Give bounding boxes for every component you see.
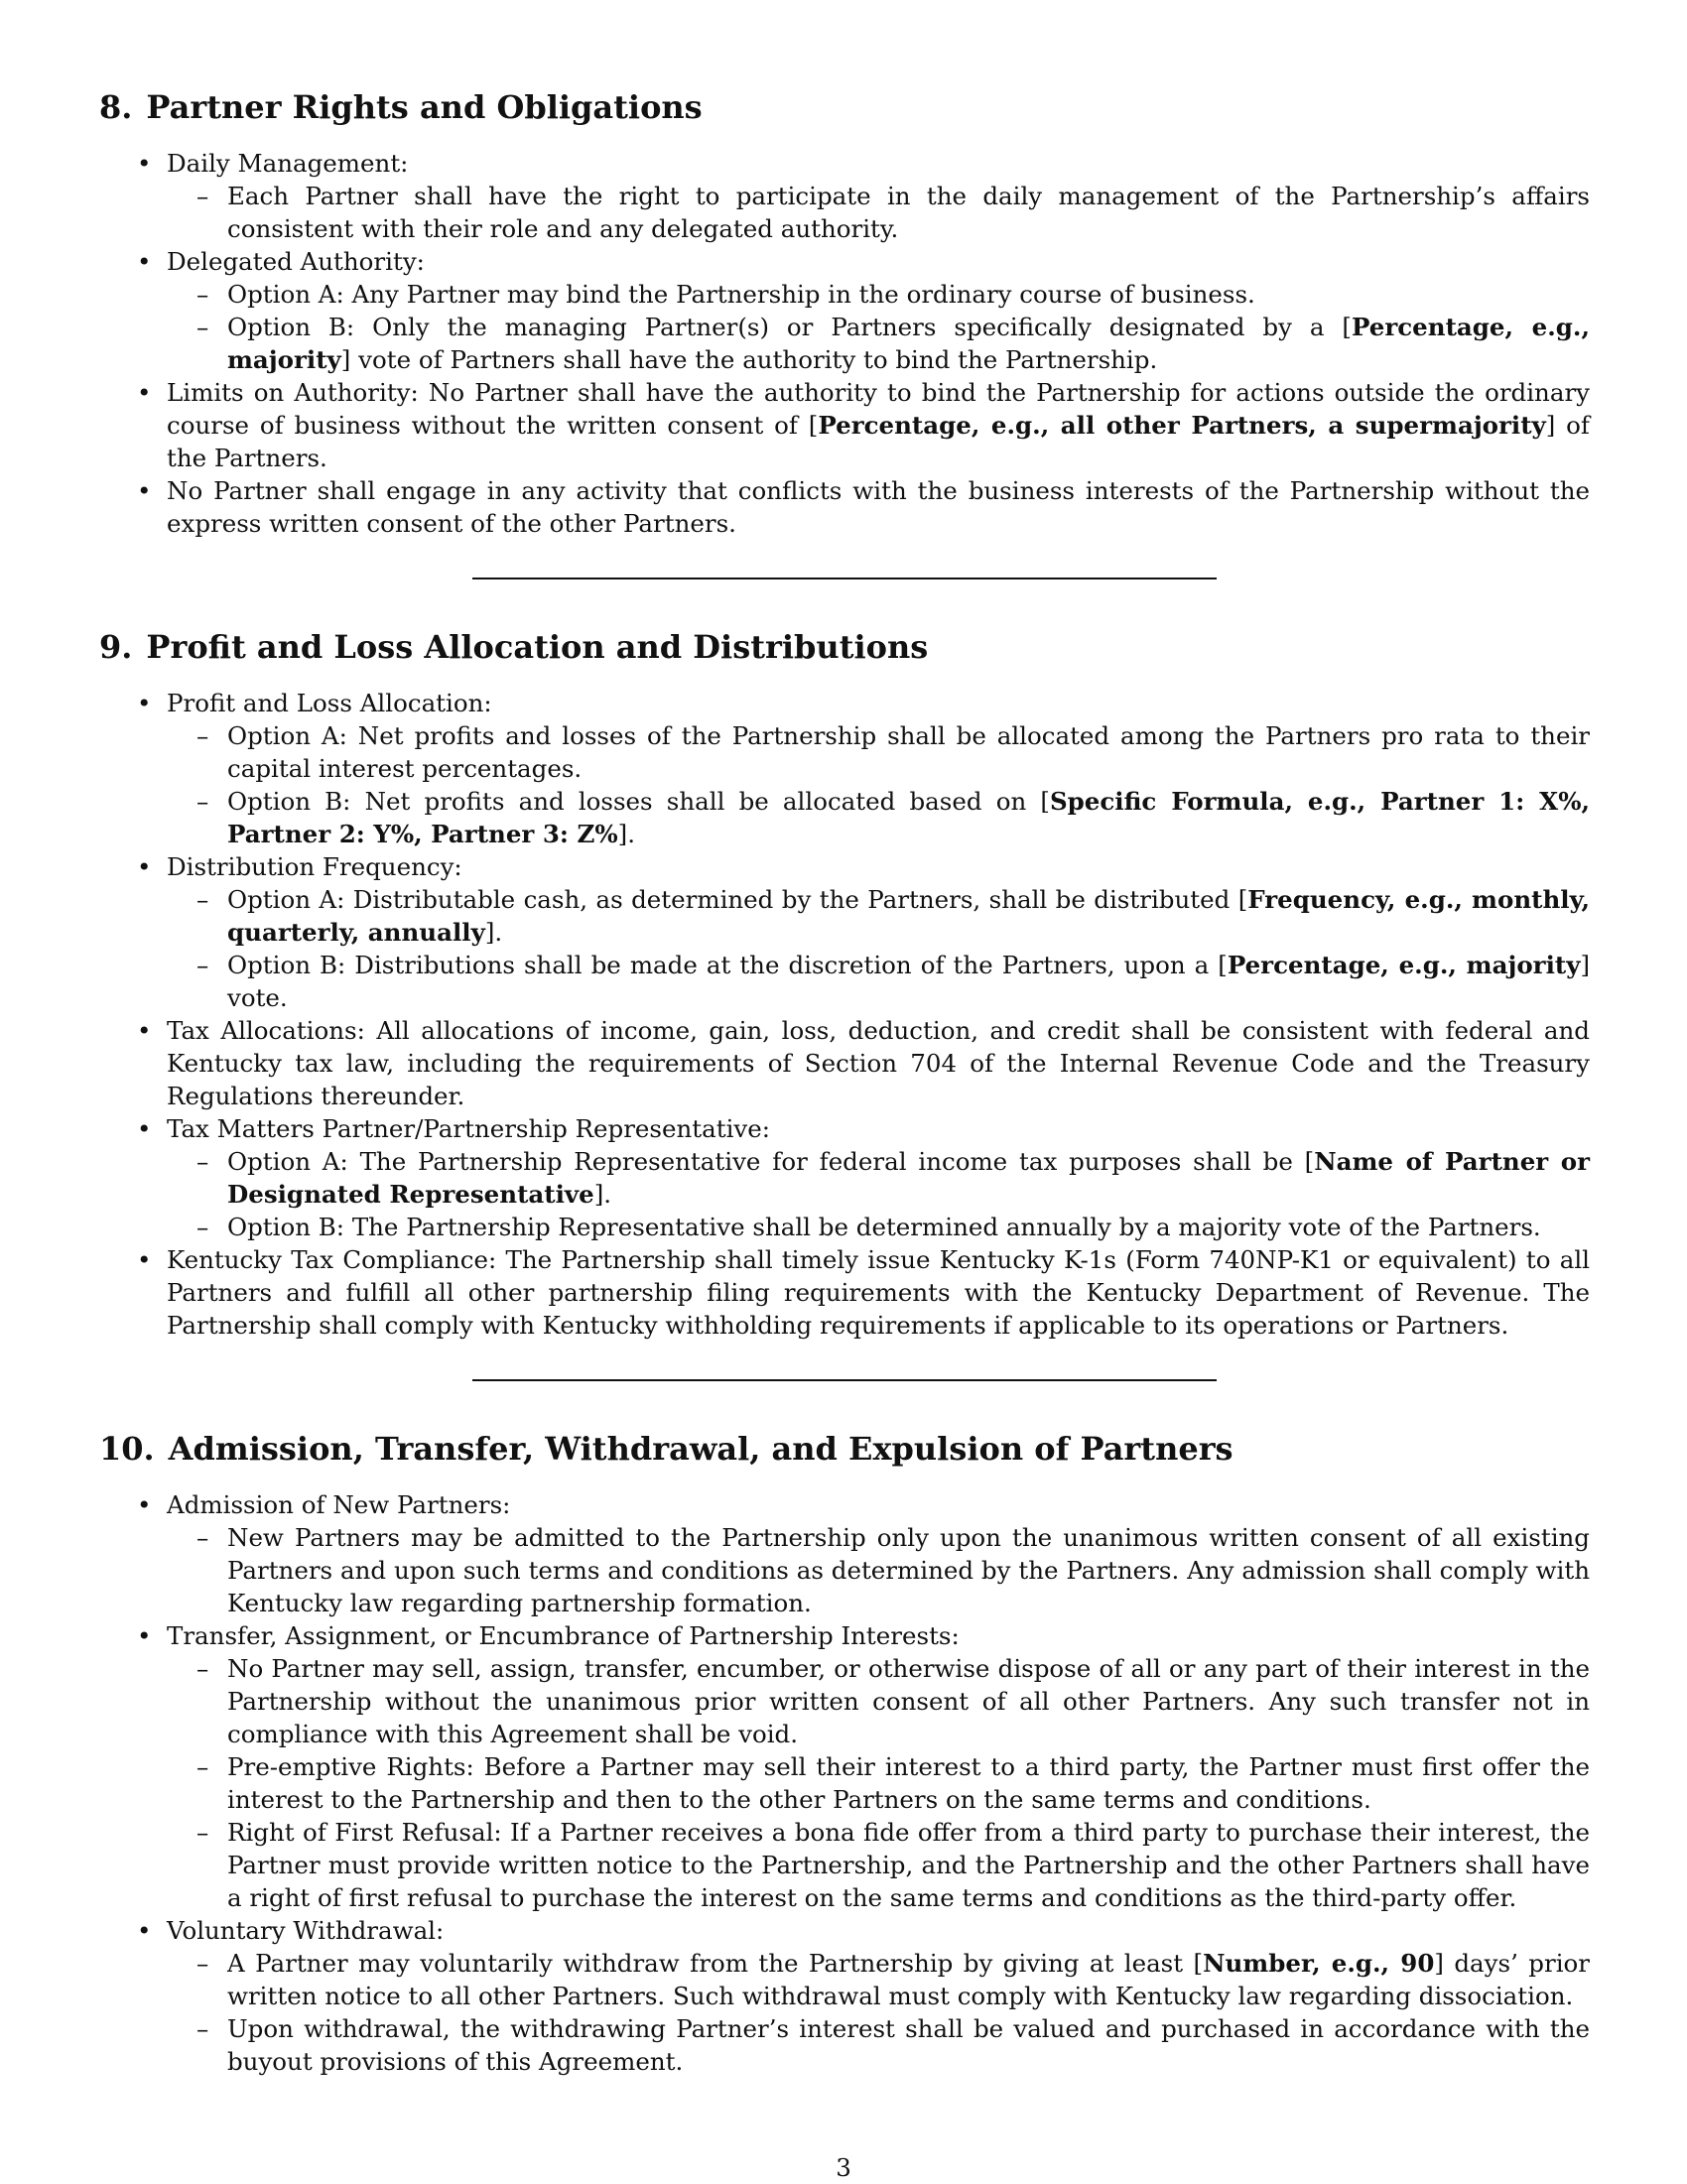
page-number: 3 (836, 2153, 851, 2182)
section-9 (99, 627, 1590, 1342)
placeholder-field: Number, e.g., 90 (1203, 1949, 1435, 1978)
text-segment: Option B: Distributions shall be made at the discretion of the Partners, upon a [ (227, 951, 1228, 979)
voluntary-withdrawal-label: Voluntary Withdrawal: (167, 1916, 445, 1945)
sub-list-item: – Upon withdrawal, the withdrawing Partner’s interest shall be valued and purchased in accordance with the buyout provisions of this Agreement. (167, 2012, 1590, 2078)
placeholder-field: Percentage, e.g., all other Partners, a supermajority (818, 411, 1546, 440)
placeholder-field: Percentage, e.g., majority (1227, 951, 1581, 979)
section-8-number: 8. (99, 88, 133, 126)
transfer-sublist (167, 1652, 1590, 1914)
daily-management-label: Daily Management: (167, 149, 409, 178)
transfer-label: Transfer, Assignment, or Encumbrance of Partnership Interests: (167, 1621, 960, 1650)
section-divider (472, 1379, 1217, 1381)
list-item (99, 687, 1590, 850)
admission-sublist (167, 1521, 1590, 1619)
list-item (99, 147, 1590, 245)
section-8-title: Partner Rights and Obligations (146, 88, 703, 126)
sub-list-item: – Option B: The Partnership Representative shall be determined annually by a majority vote of the Partners. (167, 1211, 1590, 1243)
list-item (99, 1112, 1590, 1243)
sub-list-item (167, 785, 1590, 850)
profit-loss-sublist (167, 719, 1590, 850)
text-segment: A Partner may voluntarily withdraw from the Partnership by giving at least [ (227, 1949, 1204, 1978)
list-item (99, 1488, 1590, 1619)
section-10-title: Admission, Transfer, Withdrawal, and Expulsion of Partners (168, 1430, 1233, 1468)
section-divider (472, 578, 1217, 579)
delegated-authority-label: Delegated Authority: (167, 247, 425, 276)
sub-list-item (167, 311, 1590, 376)
tax-matters-sublist (167, 1145, 1590, 1243)
text-segment: Option A: The Partnership Representative for federal income tax purposes shall be [ (227, 1147, 1315, 1176)
sub-list-item: – No Partner may sell, assign, transfer, encumber, or otherwise dispose of all or any part of their interest in the Partnership without the unanimous prior written consent of all other Partners. Any such transfer not in compliance with this Agreement shall be void. (167, 1652, 1590, 1750)
section-9-list (99, 687, 1590, 1342)
admission-label: Admission of New Partners: (167, 1490, 511, 1519)
sub-list-item (167, 949, 1590, 1014)
sub-list-item: – Right of First Refusal: If a Partner receives a bona fide offer from a third party to purchase their interest, the Partner must provide written notice to the Partnership, and the Partnership and the other Partners shall have a right of first refusal to purchase the interest on the same terms and conditions as the third-party offer. (167, 1816, 1590, 1914)
list-item (99, 245, 1590, 376)
section-10-list (99, 1488, 1590, 2078)
sub-list-item: – Option A: Net profits and losses of the Partnership shall be allocated among the Partners pro rata to their capital interest percentages. (167, 719, 1590, 785)
distribution-frequency-label: Distribution Frequency: (167, 852, 462, 881)
section-8-list (99, 147, 1590, 540)
placeholder-field: Percentage, e.g., majority (227, 313, 1590, 374)
section-8-heading (99, 87, 1590, 127)
text-segment: Option B: Only the managing Partner(s) or Partners specifically designated by a [ (227, 313, 1352, 341)
sub-list-item (167, 883, 1590, 949)
text-segment: ]. (593, 1180, 612, 1209)
sub-list-item (167, 1145, 1590, 1211)
sub-list-item: – Each Partner shall have the right to participate in the daily management of the Partnership’s affairs consistent with their role and any delegated authority. (167, 180, 1590, 245)
text-segment: Option A: Distributable cash, as determined by the Partners, shall be distributed [ (227, 885, 1248, 914)
profit-loss-label: Profit and Loss Allocation: (167, 689, 492, 717)
sub-list-item: – New Partners may be admitted to the Partnership only upon the unanimous written consent of all existing Partners and upon such terms and conditions as determined by the Partners. Any admission shall comply with Kentucky law regarding partnership formation. (167, 1521, 1590, 1619)
text-segment: ] vote. (227, 951, 1590, 1012)
section-10 (99, 1429, 1590, 2078)
list-item: • Tax Allocations: All allocations of income, gain, loss, deduction, and credit shall be consistent with federal and Kentucky tax law, including the requirements of Section 704 of the Internal Revenue Code and the Treasury Regulations thereunder. (99, 1014, 1590, 1112)
tax-matters-label: Tax Matters Partner/Partnership Representative: (167, 1114, 771, 1143)
text-segment: ]. (617, 820, 635, 848)
voluntary-withdrawal-sublist (167, 1947, 1590, 2078)
sub-list-item (167, 1947, 1590, 2012)
sub-list-item: – Option A: Any Partner may bind the Partnership in the ordinary course of business. (167, 278, 1590, 311)
distribution-frequency-sublist (167, 883, 1590, 1014)
list-item: • Kentucky Tax Compliance: The Partnership shall timely issue Kentucky K-1s (Form 740NP-K1 or equivalent) to all Partners and fulfill all other partnership filing requirements with the Kentucky Department of Revenue. The Partnership shall comply with Kentucky withholding requirements if applicable to its operations or Partners. (99, 1243, 1590, 1342)
list-item (99, 850, 1590, 1014)
text-segment: ] days’ prior written notice to all other Partners. Such withdrawal must comply with Kentucky law regarding dissociation. (227, 1949, 1590, 2010)
placeholder-field: Specific Formula, e.g., Partner 1: X%, Partner 2: Y%, Partner 3: Z% (227, 787, 1590, 848)
list-item (99, 376, 1590, 474)
document-page (99, 87, 1590, 2078)
placeholder-field: Frequency, e.g., monthly, quarterly, annually (227, 885, 1590, 947)
delegated-authority-sublist (167, 278, 1590, 376)
text-segment: Limits on Authority: No Partner shall have the authority to bind the Partnership for actions outside the ordinary course of business without the written consent of [ (167, 378, 1590, 440)
section-9-number: 9. (99, 628, 133, 666)
section-10-number: 10. (99, 1430, 155, 1468)
list-item (99, 1619, 1590, 1914)
text-segment: Option B: Net profits and losses shall be allocated based on [ (227, 787, 1050, 816)
text-segment: ] vote of Partners shall have the authority to bind the Partnership. (340, 345, 1158, 374)
section-10-heading (99, 1429, 1590, 1469)
list-item: • No Partner shall engage in any activity that conflicts with the business interests of the Partnership without the express written consent of the other Partners. (99, 474, 1590, 540)
section-9-title: Profit and Loss Allocation and Distributions (146, 628, 929, 666)
daily-management-sublist (167, 180, 1590, 245)
section-8 (99, 87, 1590, 540)
section-9-heading (99, 627, 1590, 667)
text-segment: ] of the Partners. (167, 411, 1590, 472)
sub-list-item: – Pre-emptive Rights: Before a Partner may sell their interest to a third party, the Partner must first offer the interest to the Partnership and then to the other Partners on the same terms and conditions. (167, 1750, 1590, 1816)
placeholder-field: Name of Partner or Designated Representative (227, 1147, 1591, 1209)
text-segment: ]. (484, 918, 503, 947)
list-item (99, 1914, 1590, 2078)
